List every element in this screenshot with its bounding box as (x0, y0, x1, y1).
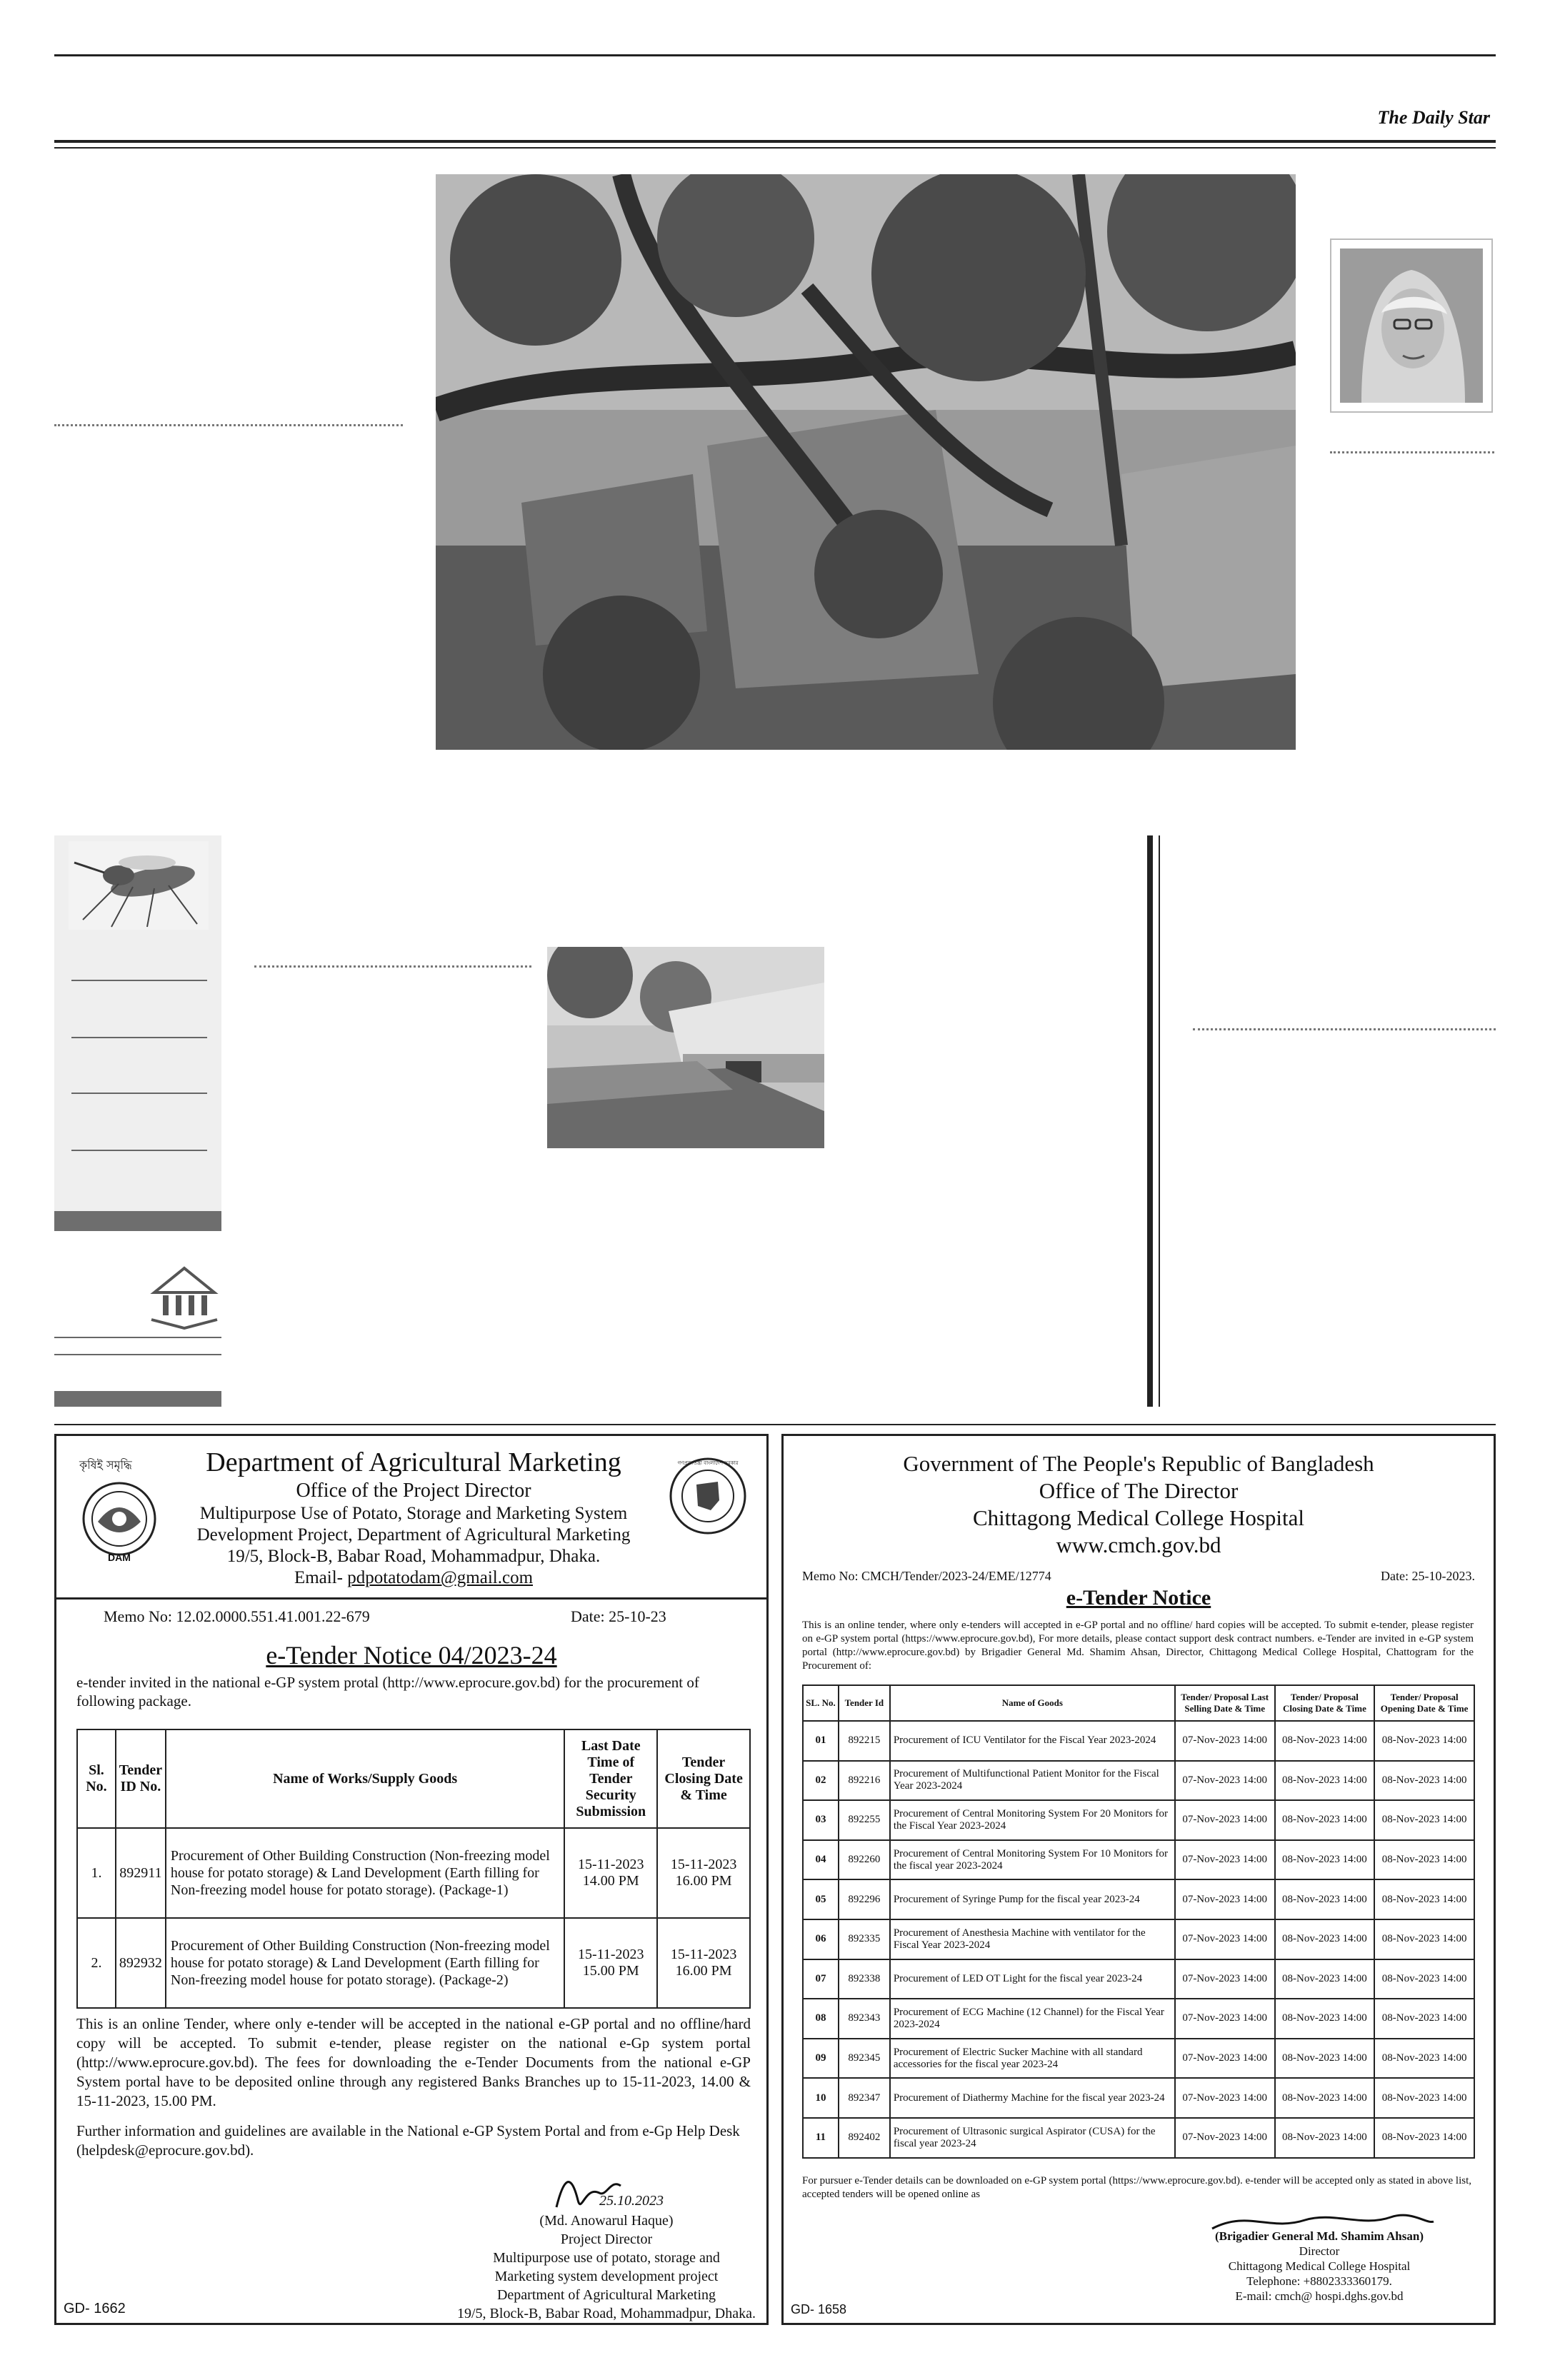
ad-agri-signer-l1: Multipurpose use of potato, storage and (493, 2250, 720, 2266)
ad-cmch-th-sl: SL. No. (803, 1685, 839, 1721)
ad-agri-signer-l2: Marketing system development project (494, 2269, 719, 2284)
ad-cmch-th-name: Name of Goods (890, 1685, 1175, 1721)
sidebar-rule-2 (71, 1037, 207, 1038)
right-column-vrule-thick (1147, 835, 1153, 1407)
ad-cmch-signer-org: Chittagong Medical College Hospital (1228, 2259, 1411, 2273)
ad-agri-header (164, 1446, 664, 1589)
table-row: 01 892215 Procurement of ICU Ventilator for the Fiscal Year 2023-2024 07-Nov-2023 14:00 08-Nov-2023 14:00 08-Nov-2023 14:00 (803, 1721, 1474, 1761)
portrait-frame (1330, 238, 1493, 413)
ad-agri-th-close: Tender Closing Date & Time (657, 1729, 750, 1828)
ad-cmch-footer: For pursuer e-Tender details can be downloaded on e-GP system portal (https://www.eprocure.gov.bd). e-tender will be accepted only as stated in above list, accepted tenders will be opened online as (802, 2175, 1472, 2200)
sidebar-rule-6 (54, 1354, 221, 1355)
mosquito-image (69, 841, 209, 930)
ad-agri-body-1: This is an online Tender, where only e-tender will be accepted in the national e-GP portal and no offline/hard copy will be accepted. To submit e-tender, please register on the national e-Gp system portal (http://www.eprocure.gov.bd). The fees for downloading the e-Tender Documents from the national e-GP System portal have to be deposited online through any registered Banks Branches up to 15-11-2023, 14.00 & 15-11-2023, 15.00 PM. (76, 2015, 751, 2109)
ad-agri-signer-block (456, 2211, 756, 2323)
ad-agri-email-line (164, 1567, 664, 1589)
ad-cmch-memo: Memo No: CMCH/Tender/2023-24/EME/12774 (802, 1569, 1051, 1583)
masthead-brand: The Daily Star (1377, 107, 1490, 128)
table-row: 11 892402 Procurement of Ultrasonic surgical Aspirator (CUSA) for the fiscal year 2023-24 07-Nov-2023 14:00 08-Nov-2023 14:00 08-Nov-2023 14:00 (803, 2118, 1474, 2158)
ad-agri-intro: e-tender invited in the national e-GP system protal (http://www.eprocure.gov.bd) for the procurement of following package. (76, 1674, 699, 1709)
ad-cmch-header (784, 1450, 1494, 1559)
table-row: 07 892338 Procurement of LED OT Light for the fiscal year 2023-24 07-Nov-2023 14:00 08-Nov-2023 14:00 08-Nov-2023 14:00 (803, 1959, 1474, 1999)
masthead-rule-2 (54, 147, 1496, 149)
ad-cmch-gd: GD- 1658 (791, 2302, 847, 2316)
ad-cmch-table-header (803, 1685, 1474, 1721)
ad-agri-signer-l3: Department of Agricultural Marketing (496, 2287, 716, 2303)
ad-agri-signer-l4: 19/5, Block-B, Babar Road, Mohammadpur, Dhaka. (456, 2306, 756, 2321)
sidebar-rule-5 (54, 1337, 221, 1338)
gov-seal-text: গণপ্রজাতন্ত্রী বাংলাদেশ সরকার (677, 1460, 739, 1466)
right-lower-divider (1193, 1028, 1496, 1030)
ad-agri-title: e-Tender Notice 04/2023-24 (266, 1641, 557, 1669)
storm-damage-photo (436, 174, 1296, 750)
dam-logo (76, 1479, 162, 1565)
table-row: 09 892345 Procurement of Electric Sucker Machine with all standard accessories for the fiscal year 2023-24 07-Nov-2023 14:00 08-Nov-2023 14:00 08-Nov-2023 14:00 (803, 2039, 1474, 2079)
ad-cmch (781, 1434, 1496, 2325)
ad-cmch-email[interactable]: E-mail: cmch@ hospi.dghs.gov.bd (1235, 2289, 1404, 2303)
ad-cmch-intro: This is an online tender, where only e-tenders will accepted in e-GP portal and no offline/ hard copies will be accepted. To submit e-tender, please register on e-GP system portal (https://www.eprocure.gov.bd), For more details, please contact support desk contract numbers. e-Tender are invited in e-GP system portal (http://www.eprocure.gov.bd) by Brigadier General Md. Shamim Ahsan, Director, Chittagong Medical College Hospital, Chattogram for the Procurement of: (802, 1620, 1474, 1672)
ad-agri-signer-title: Project Director (560, 2231, 653, 2247)
ad-agri-email-label: Email- (294, 1568, 343, 1587)
table-row: 10 892347 Procurement of Diathermy Machine for the fiscal year 2023-24 07-Nov-2023 14:00 08-Nov-2023 14:00 08-Nov-2023 14:00 (803, 2078, 1474, 2118)
ad-agri-body-2: Further information and guidelines are available in the National e-GP System Portal and from e-Gp Help Desk (helpdesk@eprocure.gov.bd). (76, 2122, 740, 2159)
dam-logo-caption: DAM (108, 1552, 131, 1563)
sidebar-rule-4 (71, 1150, 207, 1151)
sidebar-bar-1 (54, 1211, 221, 1231)
portrait-photo (1340, 248, 1483, 403)
sidebar-panel (54, 835, 221, 1231)
ad-agri-th-last: Last Date Time of Tender Security Submission (564, 1729, 657, 1828)
gov-seal-logo (668, 1456, 748, 1536)
ad-agri-th-sl: Sl. No. (77, 1729, 116, 1828)
ad-cmch-signer-title: Director (1299, 2244, 1340, 2258)
ad-agri-th-id: Tender ID No. (116, 1729, 166, 1828)
ad-agri-sign-date: 25.10.2023 (599, 2193, 664, 2209)
ad-cmch-phone: Telephone: +8802333360179. (1246, 2274, 1392, 2288)
ad-cmch-th-open: Tender/ Proposal Opening Date & Time (1374, 1685, 1474, 1721)
table-row: 02 892216 Procurement of Multifunctional Patient Monitor for the Fiscal Year 2023-2024 07-Nov-2023 14:00 08-Nov-2023 14:00 08-Nov-2023 14:00 (803, 1761, 1474, 1801)
table-row: 1. 892911 Procurement of Other Building Construction (Non-freezing model house for potato storage) & Land Development (Earth filling for Non-freezing model house for potato storage). (Package-1) 15-11-2023 14.00 PM 15-11-2023 16.00 PM (77, 1828, 750, 1918)
ads-top-rule (54, 1424, 1496, 1425)
table-row: 05 892296 Procurement of Syringe Pump for the fiscal year 2023-24 07-Nov-2023 14:00 08-Nov-2023 14:00 08-Nov-2023 14:00 (803, 1879, 1474, 1919)
ad-agri-office: Office of the Project Director (296, 1480, 531, 1502)
ad-agri-project-1: Multipurpose Use of Potato, Storage and Marketing System (199, 1504, 628, 1523)
table-row: 03 892255 Procurement of Central Monitoring System For 20 Monitors for the Fiscal Year 2023-2024 07-Nov-2023 14:00 08-Nov-2023 14:00 08-Nov-2023 14:00 (803, 1800, 1474, 1840)
ad-agri-marketing (54, 1434, 769, 2325)
ad-agri-table (76, 1729, 751, 2009)
ad-cmch-signer: (Brigadier General Md. Shamim Ahsan) (1215, 2229, 1424, 2243)
right-column-vrule-thin (1159, 835, 1160, 1407)
ad-agri-slogan: কৃষিই সমৃদ্ধি (79, 1458, 132, 1472)
sidebar-rule-1 (71, 980, 207, 981)
bridge-photo (547, 947, 824, 1148)
ad-agri-address: 19/5, Block-B, Babar Road, Mohammadpur, Dhaka. (226, 1547, 601, 1566)
ad-cmch-date: Date: 25-10-2023. (1381, 1569, 1475, 1583)
ad-cmch-th-id: Tender Id (839, 1685, 890, 1721)
ad-cmch-signer-block (1169, 2229, 1469, 2304)
ad-cmch-th-sell: Tender/ Proposal Last Selling Date & Time (1175, 1685, 1275, 1721)
ad-agri-date: Date: 25-10-23 (571, 1607, 666, 1625)
masthead-rule-1 (54, 140, 1496, 143)
ad-agri-gd: GD- 1662 (64, 2301, 126, 2316)
institution-icon (147, 1264, 221, 1330)
ad-agri-th-name: Name of Works/Supply Goods (166, 1729, 564, 1828)
ad-cmch-title: e-Tender Notice (1066, 1586, 1211, 1610)
ad-agri-table-header (77, 1729, 750, 1828)
ad-cmch-gov: Government of The People's Republic of Bangladesh (903, 1451, 1374, 1476)
table-row: 08 892343 Procurement of ECG Machine (12 Channel) for the Fiscal Year 2023-2024 07-Nov-2023 14:00 08-Nov-2023 14:00 08-Nov-2023 14:00 (803, 1999, 1474, 2039)
middle-column-divider (254, 965, 531, 968)
top-rule (54, 54, 1496, 56)
table-row: 2. 892932 Procurement of Other Building Construction (Non-freezing model house for potato storage) & Land Development (Earth filling for Non-freezing model house for potato storage). (Package-2) 15-11-2023 15.00 PM 15-11-2023 16.00 PM (77, 1918, 750, 2008)
sidebar-rule-3 (71, 1093, 207, 1094)
left-column-divider (54, 424, 403, 426)
ad-cmch-web[interactable]: www.cmch.gov.bd (1056, 1532, 1221, 1557)
ad-agri-header-rule (56, 1597, 766, 1600)
table-row: 04 892260 Procurement of Central Monitoring System For 10 Monitors for the fiscal year 2023-2024 07-Nov-2023 14:00 08-Nov-2023 14:00 08-Nov-2023 14:00 (803, 1840, 1474, 1880)
ad-cmch-th-close: Tender/ Proposal Closing Date & Time (1275, 1685, 1375, 1721)
ad-agri-email[interactable]: pdpotatodam@gmail.com (347, 1568, 534, 1587)
sidebar-bar-2 (54, 1391, 221, 1407)
right-column-divider (1330, 451, 1494, 453)
ad-agri-dept: Department of Agricultural Marketing (206, 1447, 621, 1477)
ad-cmch-table (802, 1684, 1475, 2159)
ad-cmch-office: Office of The Director (1039, 1478, 1239, 1503)
ad-agri-project-2: Development Project, Department of Agricultural Marketing (196, 1525, 631, 1545)
table-row: 06 892335 Procurement of Anesthesia Machine with ventilator for the Fiscal Year 2023-2024 07-Nov-2023 14:00 08-Nov-2023 14:00 08-Nov-2023 14:00 (803, 1919, 1474, 1959)
ad-agri-memo: Memo No: 12.02.0000.551.41.001.22-679 (104, 1607, 370, 1625)
ad-agri-signer: (Md. Anowarul Haque) (539, 2213, 674, 2229)
ad-cmch-hospital: Chittagong Medical College Hospital (972, 1505, 1305, 1530)
